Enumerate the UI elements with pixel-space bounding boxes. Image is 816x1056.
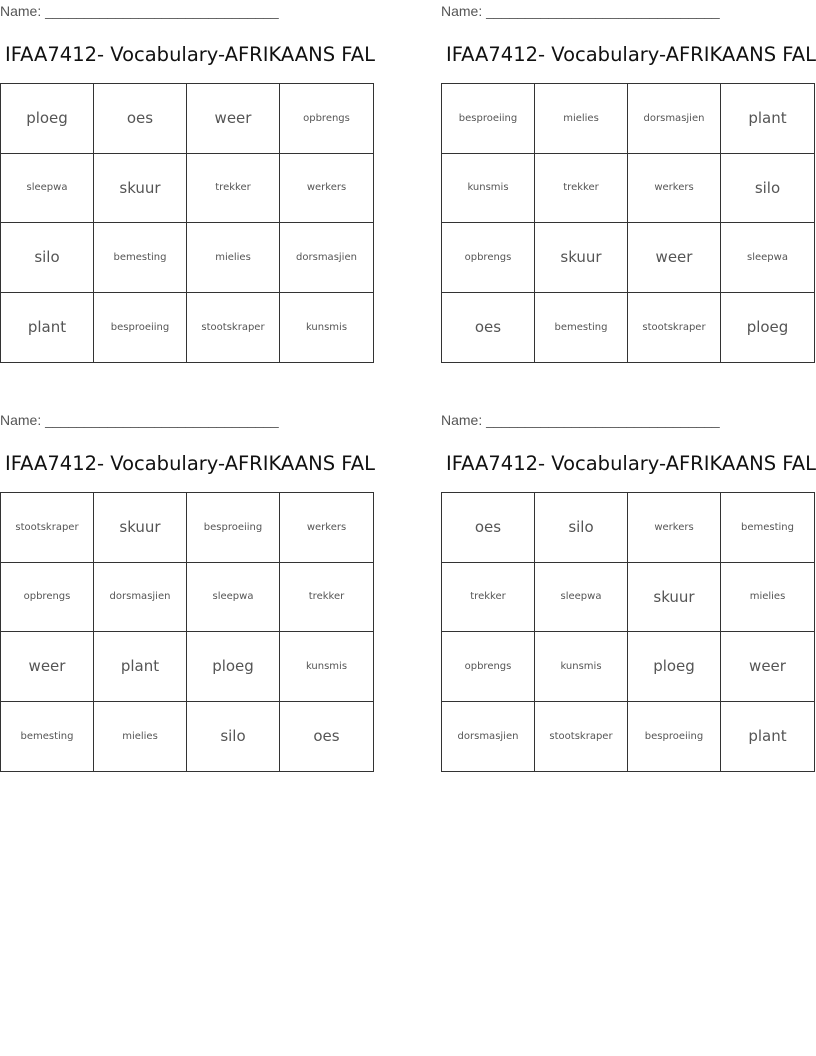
grid-cell: silo (187, 702, 280, 772)
grid-cell: sleepwa (187, 563, 280, 633)
grid-cell: opbrengs (442, 632, 535, 702)
grid-cell: dorsmasjien (94, 563, 187, 633)
grid-cell: dorsmasjien (628, 84, 721, 154)
grid-cell: oes (94, 84, 187, 154)
grid-cell: ploeg (746, 318, 789, 337)
grid-cell: besproeiing (442, 84, 535, 154)
grid-cell: bemesting (535, 293, 628, 363)
grid-cell: oes (313, 727, 340, 746)
grid-cell: sleepwa (535, 563, 628, 633)
grid-cell: oes (442, 493, 535, 563)
grid-cell: kunsmis (280, 632, 373, 702)
grid-cell: opbrengs (280, 84, 373, 154)
grid-cell: mielies (721, 563, 814, 633)
grid-cell: bemesting (721, 493, 814, 563)
grid-cell: skuur (94, 154, 187, 224)
grid-cell: opbrengs (1, 563, 94, 633)
grid-cell: werkers (628, 493, 721, 563)
grid-cell: plant (94, 632, 187, 702)
grid-cell: skuur (535, 223, 628, 293)
grid-cell: werkers (280, 154, 373, 224)
grid-cell: stootskraper (187, 293, 280, 363)
grid-cell: bemesting (94, 223, 187, 293)
grid-cell: trekker (187, 154, 280, 224)
card-title: IFAA7412- Vocabulary-AFRIKAANS FAL (446, 452, 816, 475)
grid-cell: ploeg (1, 84, 94, 154)
grid-cell: werkers (280, 493, 373, 563)
grid-cell: plant (748, 727, 787, 746)
grid-cell: plant (721, 84, 814, 154)
bingo-grid (441, 83, 815, 363)
grid-cell: kunsmis (305, 321, 348, 333)
name-field-label: Name: ______________________________ (0, 3, 279, 19)
bingo-grid (441, 492, 815, 772)
grid-cell: plant (1, 293, 94, 363)
grid-cell: weer (628, 223, 721, 293)
grid-cell: stootskraper (628, 293, 721, 363)
grid-cell: skuur (94, 493, 187, 563)
card-title: IFAA7412- Vocabulary-AFRIKAANS FAL (446, 43, 816, 66)
grid-cell: opbrengs (442, 223, 535, 293)
name-field-label: Name: ______________________________ (0, 412, 279, 428)
grid-cell: weer (187, 84, 280, 154)
grid-cell: kunsmis (535, 632, 628, 702)
grid-cell: stootskraper (1, 493, 94, 563)
grid-cell: bemesting (1, 702, 94, 772)
grid-cell: kunsmis (442, 154, 535, 224)
name-field-label: Name: ______________________________ (441, 3, 720, 19)
grid-cell: ploeg (628, 632, 721, 702)
grid-cell: dorsmasjien (280, 223, 373, 293)
bingo-grid (0, 83, 374, 363)
bingo-grid (0, 492, 374, 772)
grid-cell: silo (1, 223, 94, 293)
grid-cell: stootskraper (535, 702, 628, 772)
grid-cell: besproeiing (187, 493, 280, 563)
grid-cell: trekker (442, 563, 535, 633)
grid-cell: werkers (628, 154, 721, 224)
grid-cell: mielies (94, 702, 187, 772)
grid-cell: trekker (535, 154, 628, 224)
grid-cell: mielies (187, 223, 280, 293)
card-title: IFAA7412- Vocabulary-AFRIKAANS FAL (5, 452, 375, 475)
grid-cell: weer (721, 632, 814, 702)
grid-cell: weer (1, 632, 94, 702)
grid-cell: ploeg (187, 632, 280, 702)
grid-cell: besproeiing (628, 702, 721, 772)
grid-cell: dorsmasjien (442, 702, 535, 772)
grid-cell: silo (535, 493, 628, 563)
grid-cell: sleepwa (721, 223, 814, 293)
grid-cell: oes (442, 293, 535, 363)
card-title: IFAA7412- Vocabulary-AFRIKAANS FAL (5, 43, 375, 66)
name-field-label: Name: ______________________________ (441, 412, 720, 428)
grid-cell: trekker (280, 563, 373, 633)
grid-cell: skuur (628, 563, 721, 633)
grid-cell: besproeiing (94, 293, 187, 363)
grid-cell: mielies (535, 84, 628, 154)
grid-cell: silo (721, 154, 814, 224)
grid-cell: sleepwa (1, 154, 94, 224)
